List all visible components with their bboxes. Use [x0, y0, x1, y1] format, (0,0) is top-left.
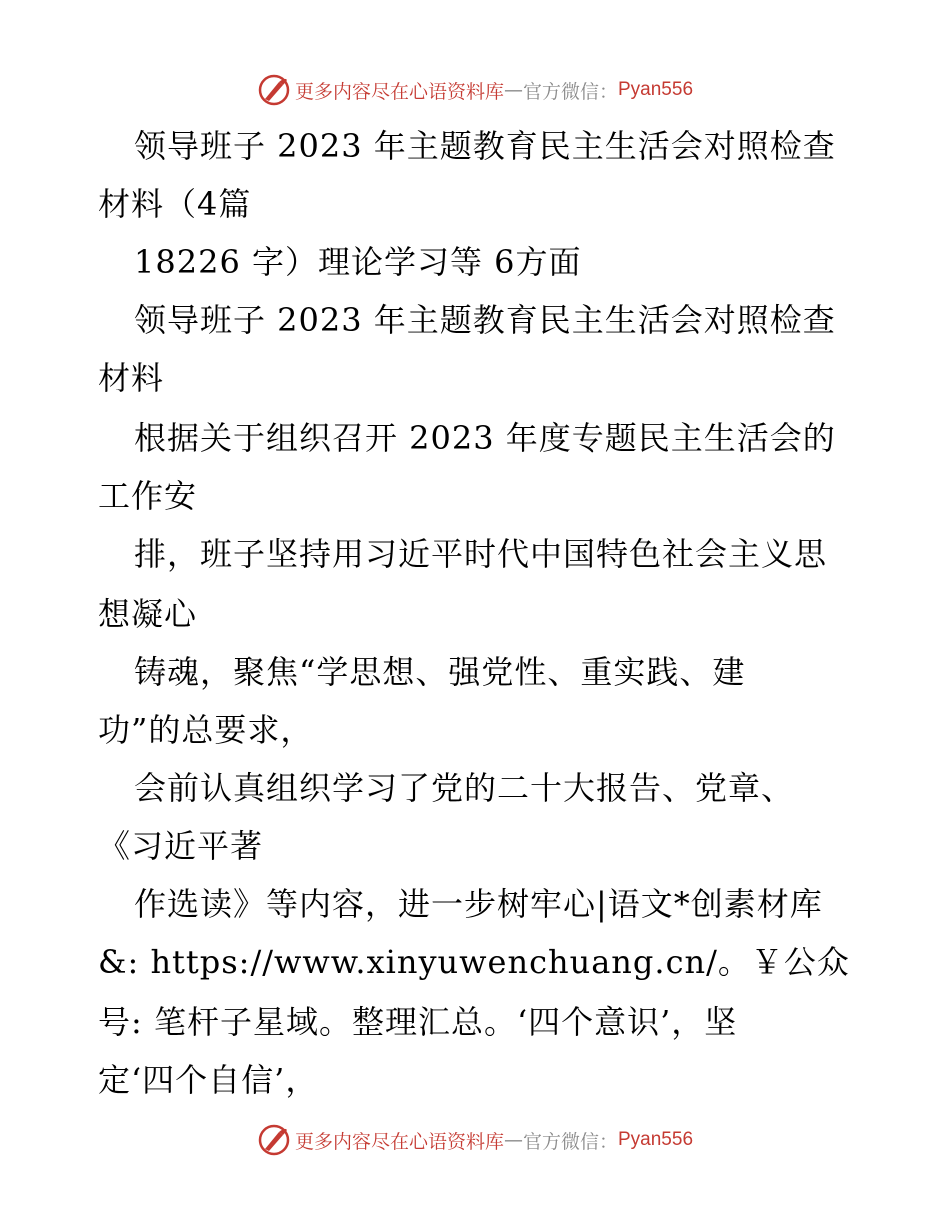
watermark-wechat-label: 官方微信：	[522, 1130, 618, 1153]
footer-watermark	[0, 1120, 950, 1160]
watermark-wechat-id: Pyan556	[618, 1129, 694, 1150]
header-watermark	[0, 70, 950, 110]
text-line: 排，班子坚持用习近平时代中国特色社会主义思	[134, 535, 828, 573]
watermark-separator: —	[503, 79, 523, 101]
quill-logo-icon	[257, 1123, 291, 1157]
text-line: 《习近平著	[98, 827, 264, 865]
text-line: 材料（4篇	[98, 185, 252, 223]
watermark-wechat-id: Pyan556	[618, 79, 694, 100]
watermark-separator: —	[503, 1129, 523, 1151]
quill-logo-icon	[257, 73, 291, 107]
watermark-main-text: 更多内容尽在心语资料库	[294, 80, 504, 103]
text-line: 铸魂，聚焦“学思想、强党性、重实践、建	[134, 653, 746, 691]
text-line: 工作安	[98, 477, 198, 515]
watermark-wechat-label: 官方微信：	[522, 80, 618, 103]
text-line: 作选读》等内容，进一步树牢心|语文*创素材库	[134, 885, 823, 923]
text-line: 18226 字）理论学习等 6方面	[134, 243, 582, 281]
text-line: 会前认真组织学习了党的二十大报告、党章、	[134, 769, 795, 807]
text-line: &: https://www.xinyuwenchuang.cn/。￥公众	[98, 943, 850, 981]
text-line: 想凝心	[98, 595, 198, 633]
text-line: 号: 笔杆子星域。整理汇总。‘四个意识’，坚	[98, 1003, 738, 1041]
text-line: 定‘四个自信’，	[98, 1061, 319, 1099]
text-line: 根据关于组织召开 2023 年度专题民主生活会的	[134, 419, 836, 457]
text-line: 功”的总要求，	[98, 711, 314, 749]
text-line: 材料	[98, 359, 165, 397]
text-line: 领导班子 2023 年主题教育民主生活会对照检查	[134, 127, 836, 165]
watermark-main-text: 更多内容尽在心语资料库	[294, 1130, 504, 1153]
text-line: 领导班子 2023 年主题教育民主生活会对照检查	[134, 301, 836, 339]
